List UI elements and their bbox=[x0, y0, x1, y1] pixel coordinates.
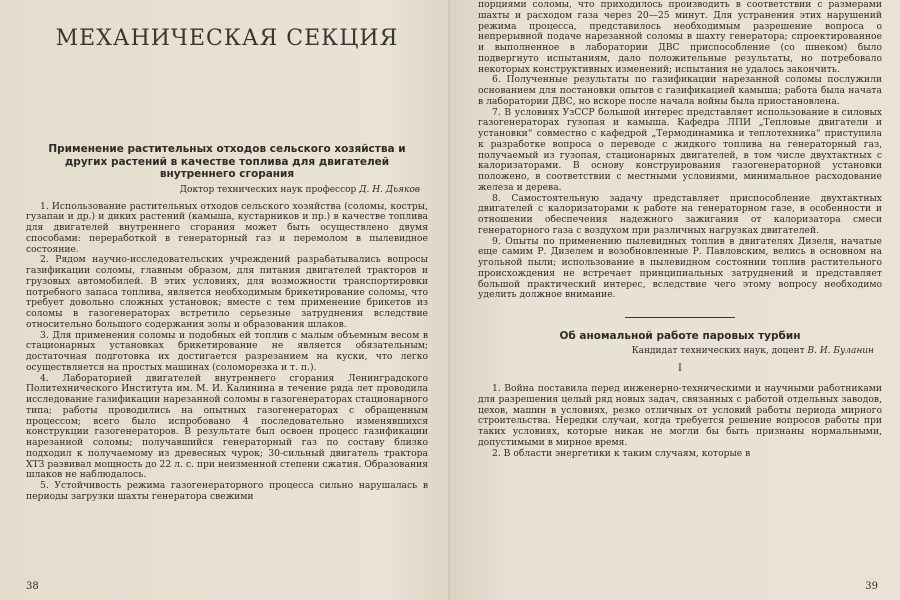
article2-byline bbox=[478, 346, 874, 357]
right-page bbox=[450, 0, 900, 600]
section-title: МЕХАНИЧЕСКАЯ СЕКЦИЯ bbox=[55, 26, 399, 51]
paragraph-6: 6. Полученные результаты по газификации нарезанной соломы послужили основанием для постановки опытов с газификацией камыша; работа была начата в лаборатории ДВС, но вскоре после начала войны была приостановлена. bbox=[478, 74, 882, 107]
article-title: Применение растительных отходов сельского хозяйства и других растений в качестве топлива для двигателей внутреннего сгорания bbox=[48, 143, 406, 180]
paragraph-5: 5. Устойчивость режима газогенераторного процесса сильно нарушалась в периоды загрузки шахты генератора свежими bbox=[26, 480, 428, 502]
paragraph-8: 8. Самостоятельную задачу представляет приспособление двухтактных двигателей с калоризаторами к работе на генераторном газе, в особенности и отношении обеспечения надежного зажигания от калоризатора смеси генераторного газа с воздухом при различных нагрузках двигателей. bbox=[478, 192, 882, 236]
byline-author: Д. Н. Дьяков bbox=[359, 184, 420, 195]
paragraph-1: 1. Использование растительных отходов сельского хозяйства (соломы, костры, гузапаи и др.) и диких растений (камыша, кустарников и пр.) в качестве топлива для двигателей внутреннего сгорания может быть осуществлено двумя способами: переработкой в генераторный газ и перемолом в пылевидное состояние. bbox=[26, 200, 428, 255]
article2-byline-rank: Кандидат технических наук, доцент bbox=[631, 346, 805, 356]
page-number-left: 38 bbox=[26, 581, 39, 592]
article2-paragraph-1: 1. Война поставила перед инженерно-техническими и научными работниками для разрешения целый ряд новых задач, связанных с работой отдельных заводов, цехов, машин в условиях, резко отличных от условий работы периода мирного строительства. Нередки случаи, когда требуется решение вопросов работы при таких условиях, которые никак не могли бы быть признаны нормальными, допустимыми в мирное время. bbox=[478, 383, 882, 448]
paragraph-5-continued: порциями соломы, что приходилось производить в соответствии с размерами шахты и расходом газа через 20—25 минут. Для устранения этих нарушений режима процесса, представилось необходимым разрешение вопроса о непрерывной подаче нарезанной соломы в шахту генератора; спроектированное и выполненное в лаборатории ДВС приспособление (со шнеком) было подвергнуто испытаниям, дало положительные результаты, но потребовало некоторых конструктивных изменений; испытания не удалось закончить. bbox=[478, 0, 882, 75]
paragraph-2: 2. Рядом научно-исследовательских учреждений разрабатывались вопросы газификации соломы, главным образом, для питания двигателей тракторов и грузовых автомобилей. В этих условиях, для возможности транспортировки потребного запаса топлива, является необходимым брикетирование соломы, что требует довольно сложных установок; вместе с тем применение брикетов из соломы в газогенераторах встретило серьезные затруднения вследствие относительно большого содержания золы и образования шлаков. bbox=[26, 254, 428, 330]
article-separator bbox=[625, 317, 735, 318]
paragraph-9: 9. Опыты по применению пылевидных топлив в двигателях Дизеля, начатые еще самим Р. Дизелем и возобновленные Р. Павловским, велись в основном на угольной пыли; использование в пылевидном состоянии топлив растительного происхождения не встречает принципиальных затруднений и представляет большой практический интерес, вследствие чего этому вопросу необходимо уделить должное внимание. bbox=[478, 235, 882, 301]
byline-rank: Доктор технических наук профессор bbox=[179, 184, 357, 195]
article2-byline-author: В. И. Буланин bbox=[807, 346, 874, 356]
article-byline bbox=[26, 185, 420, 196]
paragraph-3: 3. Для применения соломы и подобных ей топлив с малым объемным весом в стационарных установках брикетирование не является обязательным; достаточная подготовка их достигается разрезанием на куски, что легко осуществляется на простых машинах (соломорезка и т. п.). bbox=[26, 329, 428, 373]
article2-paragraph-2: 2. В области энергетики к таким случаям, которые в bbox=[492, 447, 751, 459]
article2-section-number: I bbox=[678, 363, 682, 374]
paragraph-4: 4. Лабораторией двигателей внутреннего сгорания Ленинградского Политехнического Института им. М. И. Калинина в течение ряда лет проводила исследование газификации нарезанной соломы в газогенераторах стационарного типа; работы проводились на опытных газогенераторах с обращенным процессом; всего было испробовано 4 последовательно изменявшихся конструкции газогенераторов. В результате был освоен процесс газификации нарезанной соломы; получавшийся генераторный газ по составу близко подходил к получаемому из древесных чурок; 30-сильный двигатель трактора ХТЗ развивал мощность до 22 л. с. при неизменной степени сжатия. Образования шлаков не наблюдалось. bbox=[26, 372, 428, 481]
page-number-right: 39 bbox=[865, 581, 878, 592]
paragraph-7: 7. В условиях УзССР большой интерес представляет использование в силовых газогенераторах гузопая и камыша. Кафедра ЛПИ „Тепловые двигатели и установки“ совместно с кафедрой „Термодинамика и теплотехника“ приступила к разработке вопроса о переводе с жидкого топлива на генераторный газ, получаемый из гузопая, стационарных двигателей, в том числе двухтактных с калоризаторами. В основу конструирования газогенераторной установки положено, в соответствии с местными условиями, минимальное расходование железа и дерева. bbox=[478, 106, 882, 193]
article2-title: Об аномальной работе паровых турбин bbox=[559, 330, 801, 342]
